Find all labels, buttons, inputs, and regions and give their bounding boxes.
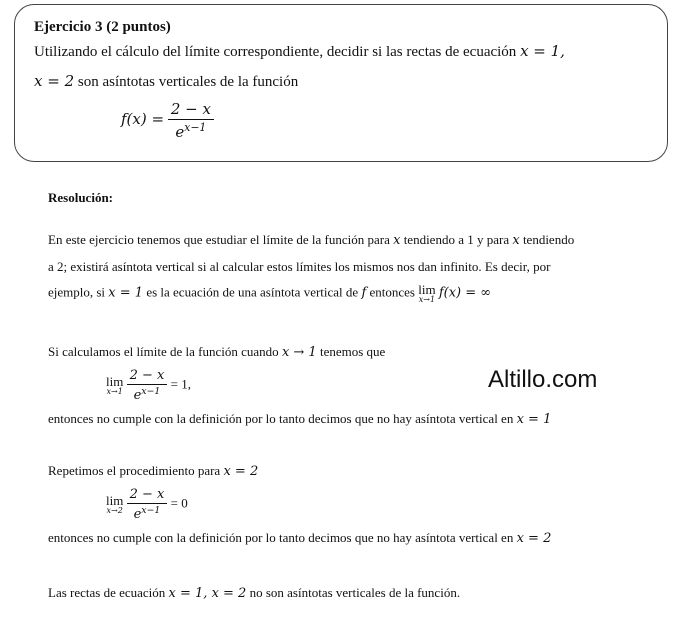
exercise-box <box>14 4 668 162</box>
numerator: 2 − x <box>129 487 165 502</box>
paragraph-1-line-1 <box>48 232 574 248</box>
den-base: e <box>133 388 142 404</box>
function-lhs: f(x) = <box>121 109 165 128</box>
paragraph-3 <box>48 411 551 427</box>
limit-fraction <box>127 368 168 403</box>
text: tendiendo <box>522 232 575 247</box>
text: En este ejercicio tenemos que estudiar el límite de la función para <box>48 232 390 247</box>
limit-result: = 1, <box>170 376 191 392</box>
function-denominator <box>168 119 214 141</box>
denominator <box>127 503 168 522</box>
den-base: e <box>175 122 185 141</box>
limit-operator <box>106 375 123 396</box>
math: x <box>393 233 401 248</box>
den-exponent: x−1 <box>184 121 207 134</box>
limit-operator <box>106 494 123 515</box>
math: x = 2 <box>516 531 552 546</box>
conclusion <box>48 585 460 601</box>
text: tendiendo a 1 y para <box>403 232 510 247</box>
text: no son asíntotas verticales de la función. <box>249 585 461 600</box>
math: x = 1 <box>108 285 144 301</box>
text: entonces no cumple con la definición por lo tanto decimos que no hay asíntota vertical en <box>48 530 514 545</box>
limit-fraction <box>127 487 168 522</box>
function-numerator: 2 − x <box>170 100 211 118</box>
text: tenemos que <box>319 344 386 359</box>
text: Si calculamos el límite de la función cuando <box>48 344 279 359</box>
lim-subscript: x→1 <box>106 387 123 397</box>
text: entonces <box>369 284 415 300</box>
statement-text: son asíntotas verticales de la función <box>77 74 299 90</box>
function-definition <box>121 100 214 141</box>
limit-result: = 0 <box>170 495 188 511</box>
text: es la ecuación de una asíntota vertical de <box>146 284 359 300</box>
text: Las rectas de ecuación <box>48 585 166 600</box>
paragraph-2 <box>48 344 385 360</box>
lim-word: lim <box>106 374 124 390</box>
math: x → 1 <box>281 345 317 360</box>
math: x = 1 <box>516 412 552 427</box>
denominator <box>127 384 168 403</box>
limit-operator <box>418 283 435 304</box>
statement-text: Utilizando el cálculo del límite correspondiente, decidir si las rectas de ecuación <box>34 44 517 60</box>
numerator: 2 − x <box>129 368 165 383</box>
math: f <box>361 285 367 301</box>
den-exponent: x−1 <box>141 505 161 516</box>
den-base: e <box>133 507 142 523</box>
text: entonces no cumple con la definición por lo tanto decimos que no hay asíntota vertical en <box>48 411 514 426</box>
resolution-heading: Resolución: <box>48 190 113 205</box>
math: x <box>512 233 520 248</box>
statement-math: x = 1, <box>520 42 565 60</box>
exercise-title: Ejercicio 3 (2 puntos) <box>34 19 171 35</box>
paragraph-4 <box>48 463 258 479</box>
limit-formula-2 <box>106 487 188 522</box>
exercise-statement-line1 <box>34 42 565 61</box>
limit-formula-1 <box>106 368 191 403</box>
paragraph-1-line-3 <box>48 283 491 304</box>
paragraph-1-line-2: a 2; existirá asíntota vertical si al calcular estos límites los mismos nos dan infinito. Es decir, por <box>48 259 551 274</box>
exercise-statement-line2 <box>34 72 298 91</box>
lim-word: lim <box>106 493 124 509</box>
math: x = 2 <box>223 464 259 479</box>
math: f(x) = ∞ <box>438 285 492 301</box>
lim-subscript: x→1 <box>418 295 436 304</box>
lim-word: lim <box>418 282 436 297</box>
statement-math: x = 2 <box>34 72 75 90</box>
den-exponent: x−1 <box>141 386 161 397</box>
watermark: Altillo.com <box>488 366 598 393</box>
lim-subscript: x→2 <box>106 506 123 516</box>
math: x = 1, x = 2 <box>168 586 247 601</box>
text: ejemplo, si <box>48 284 106 300</box>
text: Repetimos el procedimiento para <box>48 463 221 478</box>
function-fraction <box>168 100 214 141</box>
paragraph-5 <box>48 530 551 546</box>
